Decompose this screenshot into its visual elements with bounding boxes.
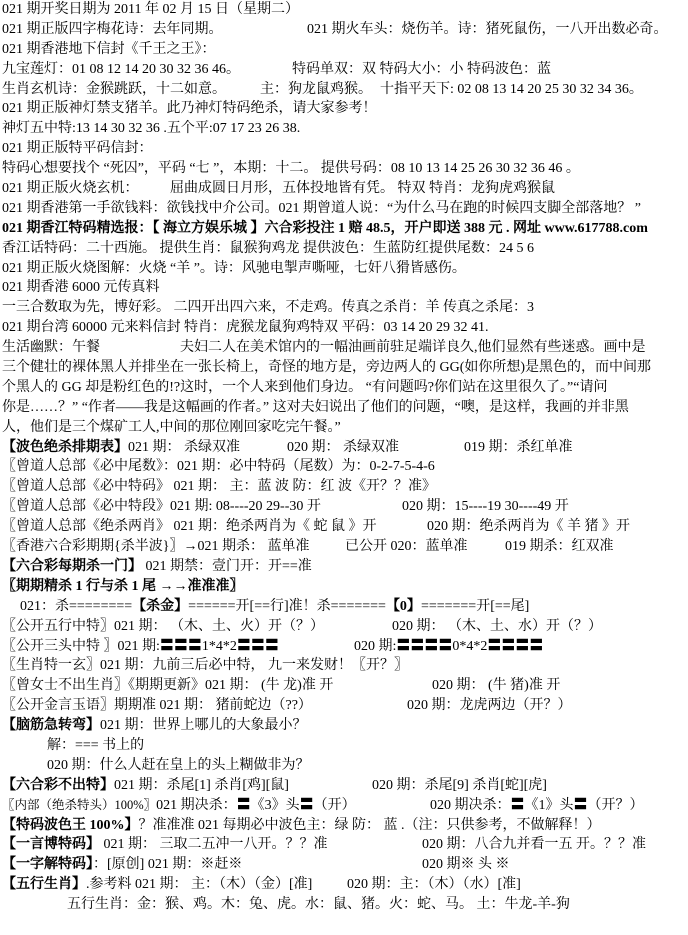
half-wave-kill-line: [2, 537, 686, 557]
line-text: 九宝莲灯：01 08 12 14 20 30 32 36 46。: [2, 61, 240, 77]
lamp-numbers-line: [2, 119, 686, 139]
line-text: 021 期：世界上哪儿的大象最小？: [100, 718, 307, 734]
line-text: 021 期正版火烧玄机：: [2, 181, 139, 197]
line-text: 生肖玄机诗：金猴跳跃，十二如意。: [2, 81, 226, 97]
fire-diagram-line: [2, 259, 686, 279]
section-heading: 〖期期精杀 1 行与杀 1 尾 →→准准准〗: [2, 578, 244, 594]
line-text: 021 期： 三取二五冲一八开。？？准: [100, 837, 328, 853]
line-text: 021 期杀： 蓝单准: [197, 539, 310, 555]
line-text-col: 020 期※ 头 ※: [422, 857, 510, 873]
line-text-col: 屈曲成圆日月形，五体投地皆有凭。 特双 特肖：龙狗虎鸡猴鼠: [170, 181, 555, 197]
line-text: 020 期：什么人赶在皇上的头上糊做非为？: [47, 757, 310, 773]
line-text: 021 期禁：壹门开：开==准: [142, 558, 312, 574]
joke-line: [2, 378, 686, 398]
zodiac-mystery-line: [2, 656, 686, 676]
line-text: 〖曾女士不出生肖〗《期期更新》021 期： (牛 龙)准 开: [2, 678, 334, 694]
section-heading: 【六合彩每期杀一门】: [2, 558, 142, 574]
line-text-col: 020 期：八合九并看一五 开。？？准: [422, 837, 646, 853]
one-word-code-line: [2, 835, 686, 855]
arrow-icon: →: [183, 539, 198, 555]
line-text: 神灯五中特:13 14 30 32 36 .五个平:07 17 23 26 38.: [2, 121, 301, 137]
one-char-code-line: [2, 855, 686, 875]
line-text-col: 夫妇二人在美术馆内的一幅油画前驻足端详良久,他们显然有些迷惑。画中是: [180, 340, 646, 356]
line-text: .参考料 021 期： 主：（木）（金）[准]: [86, 877, 313, 893]
kill-element-line: [2, 597, 688, 617]
three-heads-line: [2, 637, 686, 657]
line-text-col: 020 期： 杀绿双准: [287, 439, 399, 455]
kill-tail-tag: 【0】: [385, 598, 421, 614]
line-text: 〖香港六合彩期期{杀半波}〗: [2, 539, 184, 555]
line-text: 〖曾道人总部《绝杀两肖》 021 期：绝杀两肖为《 蛇 鼠 》开: [2, 519, 377, 535]
promo-ad-line: [2, 219, 686, 239]
line-text: 021 期开奖日期为 2011 年 02 月 15 日（星期二）: [2, 2, 299, 17]
line-text-col: 019 期：杀红单准: [464, 439, 573, 455]
line-text: 解：=== 书上的: [47, 737, 145, 753]
line-text: 你是……？” “作者——我是这幅画的作者。” 这对夫妇说出了他们的问题，“噢，是这样，我画的并非黑: [2, 399, 629, 415]
line-text: 香江话特码：二十西施。 提供生肖：鼠猴狗鸡龙 提供波色：生蓝防红提供尾数：24 5 6: [2, 240, 534, 256]
line-text-col: 020 期决杀：〓《1》头〓（开？）: [430, 797, 644, 813]
kill-element-title: [2, 577, 686, 597]
joke-line: [2, 358, 686, 378]
lotus-lamp-line: [2, 60, 686, 80]
line-text-col: 020 期：龙虎两边（开？）: [407, 698, 572, 714]
line-text: 021 期台湾 60000 元来料信封 特肖：虎猴龙鼠狗鸡特双 平码：03 14 20 29 32 41.: [2, 320, 489, 336]
special-envelope-title: [2, 139, 686, 159]
line-text: 〖公开三头中特 〗021 期:〓〓〓1*4*2〓〓〓: [2, 638, 279, 654]
joke-line: [2, 418, 686, 438]
line-text: 021 期香港地下信封《千王之王》：: [2, 41, 216, 57]
line-text-col: 020 期:〓〓〓〓0*4*2〓〓〓〓: [354, 638, 544, 654]
line-text-col: 十指平天下: 02 08 13 14 20 25 30 32 34 36。: [380, 81, 643, 97]
line-text: 〖曾道人总部《必中尾数》：021 期：必中特码（尾数）为：0-2-7-5-4-6: [2, 459, 435, 475]
brain-teaser-line: [2, 716, 686, 736]
plum-poem-line: [2, 20, 686, 40]
special-range-line: [2, 497, 686, 517]
kill-element-tag: 【杀金】: [132, 598, 189, 614]
five-element-zodiac-line: [2, 875, 686, 895]
fire-riddle-line: [2, 179, 686, 199]
line-text-col: 020 期：15----19 30----49 开: [402, 499, 569, 515]
line-text: ：[原创] 021 期：※赶※: [93, 857, 243, 873]
line-text-col: 020 期： （木、土、水）开（？）: [392, 618, 602, 634]
line-text: 特码心想要找个 “死囚”，平码 “七 ”，本期：十二。 提供号码：08 10 13 14 25 26 30 32 36 46 。: [2, 161, 580, 177]
line-text: 〖曾道人总部《必中特段》021 期: 08----20 29--30 开: [2, 499, 321, 515]
draw-date-line: [2, 0, 686, 20]
kill-two-zodiac-line: [2, 517, 686, 537]
line-text: 021 期香江特码精选报：【 海立方娱乐城 】六合彩投注 1 赔 48.5，开户即送 388 元 . 网址 www.617788.com: [2, 220, 648, 236]
fax-tip-line: [2, 298, 686, 318]
line-text: 021 期正版特平码信封：: [2, 141, 153, 157]
special-code-line: [2, 477, 686, 497]
line-text-col: 021 期火车头：烧伤羊。诗：猪死鼠伤，一八开出数必奇。: [307, 21, 668, 37]
line-text: 一三合数取为先，博好彩。 二四开出四六来，不走鸡。传真之杀肖：羊 传真之杀尾：3: [2, 300, 534, 316]
line-text: =======开[==尾]: [420, 598, 530, 614]
line-text: 021 期正版神灯禁支猪羊。此乃神灯特码绝杀，请大家参考！: [2, 101, 377, 117]
line-text-col: 主：狗龙鼠鸡猴。: [260, 81, 372, 97]
lamp-exclusion-line: [2, 99, 686, 119]
golden-words-line: [2, 696, 686, 716]
special-hint-line: [2, 159, 686, 179]
line-text: 021 期正版火烧图解：火烧 “羊 ”。诗：风驰电掣声嘶哑，七奸八猾皆感伤。: [2, 260, 466, 276]
section-heading: 【六合彩不出特】: [2, 777, 114, 793]
line-text: ？准准准 021 每期必中波色主：绿 防： 蓝 .（注：只供参考，不做解释！）: [138, 817, 601, 833]
line-text-col: 已公开 020：蓝单准: [345, 539, 468, 555]
line-text: 021：杀========: [20, 598, 133, 614]
five-element-legend: [2, 895, 688, 915]
money-tip-line: [2, 199, 686, 219]
line-text-col: 020 期：杀尾[9] 杀肖[蛇][虎]: [372, 777, 547, 793]
line-text: 个黑人的 GG 却是粉红色的!?这时，一个人来到他们身边。 “有问题吗?你们站在这里很久了。”“请问: [2, 379, 608, 395]
line-text: ======开[==行]准！杀=======: [188, 598, 386, 614]
five-elements-line: [2, 617, 686, 637]
section-heading: 【五行生肖】: [2, 877, 86, 893]
line-text: 021 期：杀尾[1] 杀肖[鸡][鼠]: [114, 777, 289, 793]
section-heading: 【一言博特码】: [2, 837, 100, 853]
line-text: 人，他们是三个煤矿工人,中间的那位刚回家吃完午餐。”: [2, 419, 341, 435]
line-text-col: 020 期： (牛 猪)准 开: [432, 678, 561, 694]
line-text: 〖曾道人总部《必中特码》 021 期： 主：蓝 波 防：红 波《开？？准》: [2, 479, 436, 495]
section-heading: 〖内部（绝杀特头）100%〗: [2, 797, 157, 812]
line-text: 021 期香港 6000 元传真料: [2, 280, 160, 296]
line-text: 〖公开金言玉语〗期期准 021 期： 猪前蛇边（??）: [2, 698, 312, 714]
line-text: 五行生肖：金：猴、鸡。木：兔、虎。水：鼠、猪。火：蛇、马。 土：牛龙-羊-狗: [67, 897, 570, 913]
xiangjiang-tip-line: [2, 239, 686, 259]
line-text: 021 期决杀：〓《3》头〓（开）: [156, 797, 356, 813]
section-heading: 【波色绝杀排期表】: [2, 439, 128, 455]
fax-title-line: [2, 278, 686, 298]
internal-kill-line: [2, 796, 686, 816]
taiwan-envelope-line: [2, 318, 686, 338]
line-text: 〖公开五行中特〗021 期： （木、土、火）开（？）: [2, 618, 324, 634]
line-text: 021 期香港第一手欲钱料：欲钱找中介公司。021 期曾道人说：“为什么马在跑的时候四支脚全部落地？ ”: [2, 200, 641, 216]
line-text: 021 期： 杀绿双准: [128, 439, 240, 455]
section-heading: 【特码波色王 100%】: [2, 817, 139, 833]
line-text-col: 019 期杀：红双准: [505, 539, 614, 555]
section-heading: 【脑筋急转弯】: [2, 718, 100, 734]
line-text: 021 期正版四字梅花诗：去年同期。: [2, 21, 223, 37]
line-text-col: 020 期：绝杀两肖为《 羊 猪 》开: [427, 519, 630, 535]
line-text: 〖生肖特一玄〗021 期：九前三后必中特， 九一来发财！〖开？〗: [2, 658, 408, 674]
brain-teaser-prev: [2, 756, 688, 776]
color-kill-schedule: [2, 438, 686, 458]
ms-zeng-line: [2, 676, 686, 696]
line-text-col: 特码单双：双 特码大小：小 特码波色：蓝: [292, 61, 551, 77]
section-heading: 【一字解特码】: [2, 857, 93, 873]
zodiac-poem-line: [2, 80, 686, 100]
no-special-line: [2, 776, 686, 796]
hk-envelope-title: [2, 40, 686, 60]
joke-title: 生活幽默：午餐: [2, 340, 100, 356]
brain-teaser-answer: [2, 736, 688, 756]
tail-number-line: [2, 457, 686, 477]
joke-line: [2, 398, 686, 418]
joke-line: [2, 338, 686, 358]
color-king-line: [2, 816, 686, 836]
line-text: 三个健壮的裸体黑人并排坐在一张长椅上，奇怪的地方是，旁边两人的 GG(如你所想)是黑色的，而中间那: [2, 360, 652, 376]
line-text-col: 020 期：主：（木）（水）[准]: [347, 877, 521, 893]
kill-one-door-line: [2, 557, 686, 577]
